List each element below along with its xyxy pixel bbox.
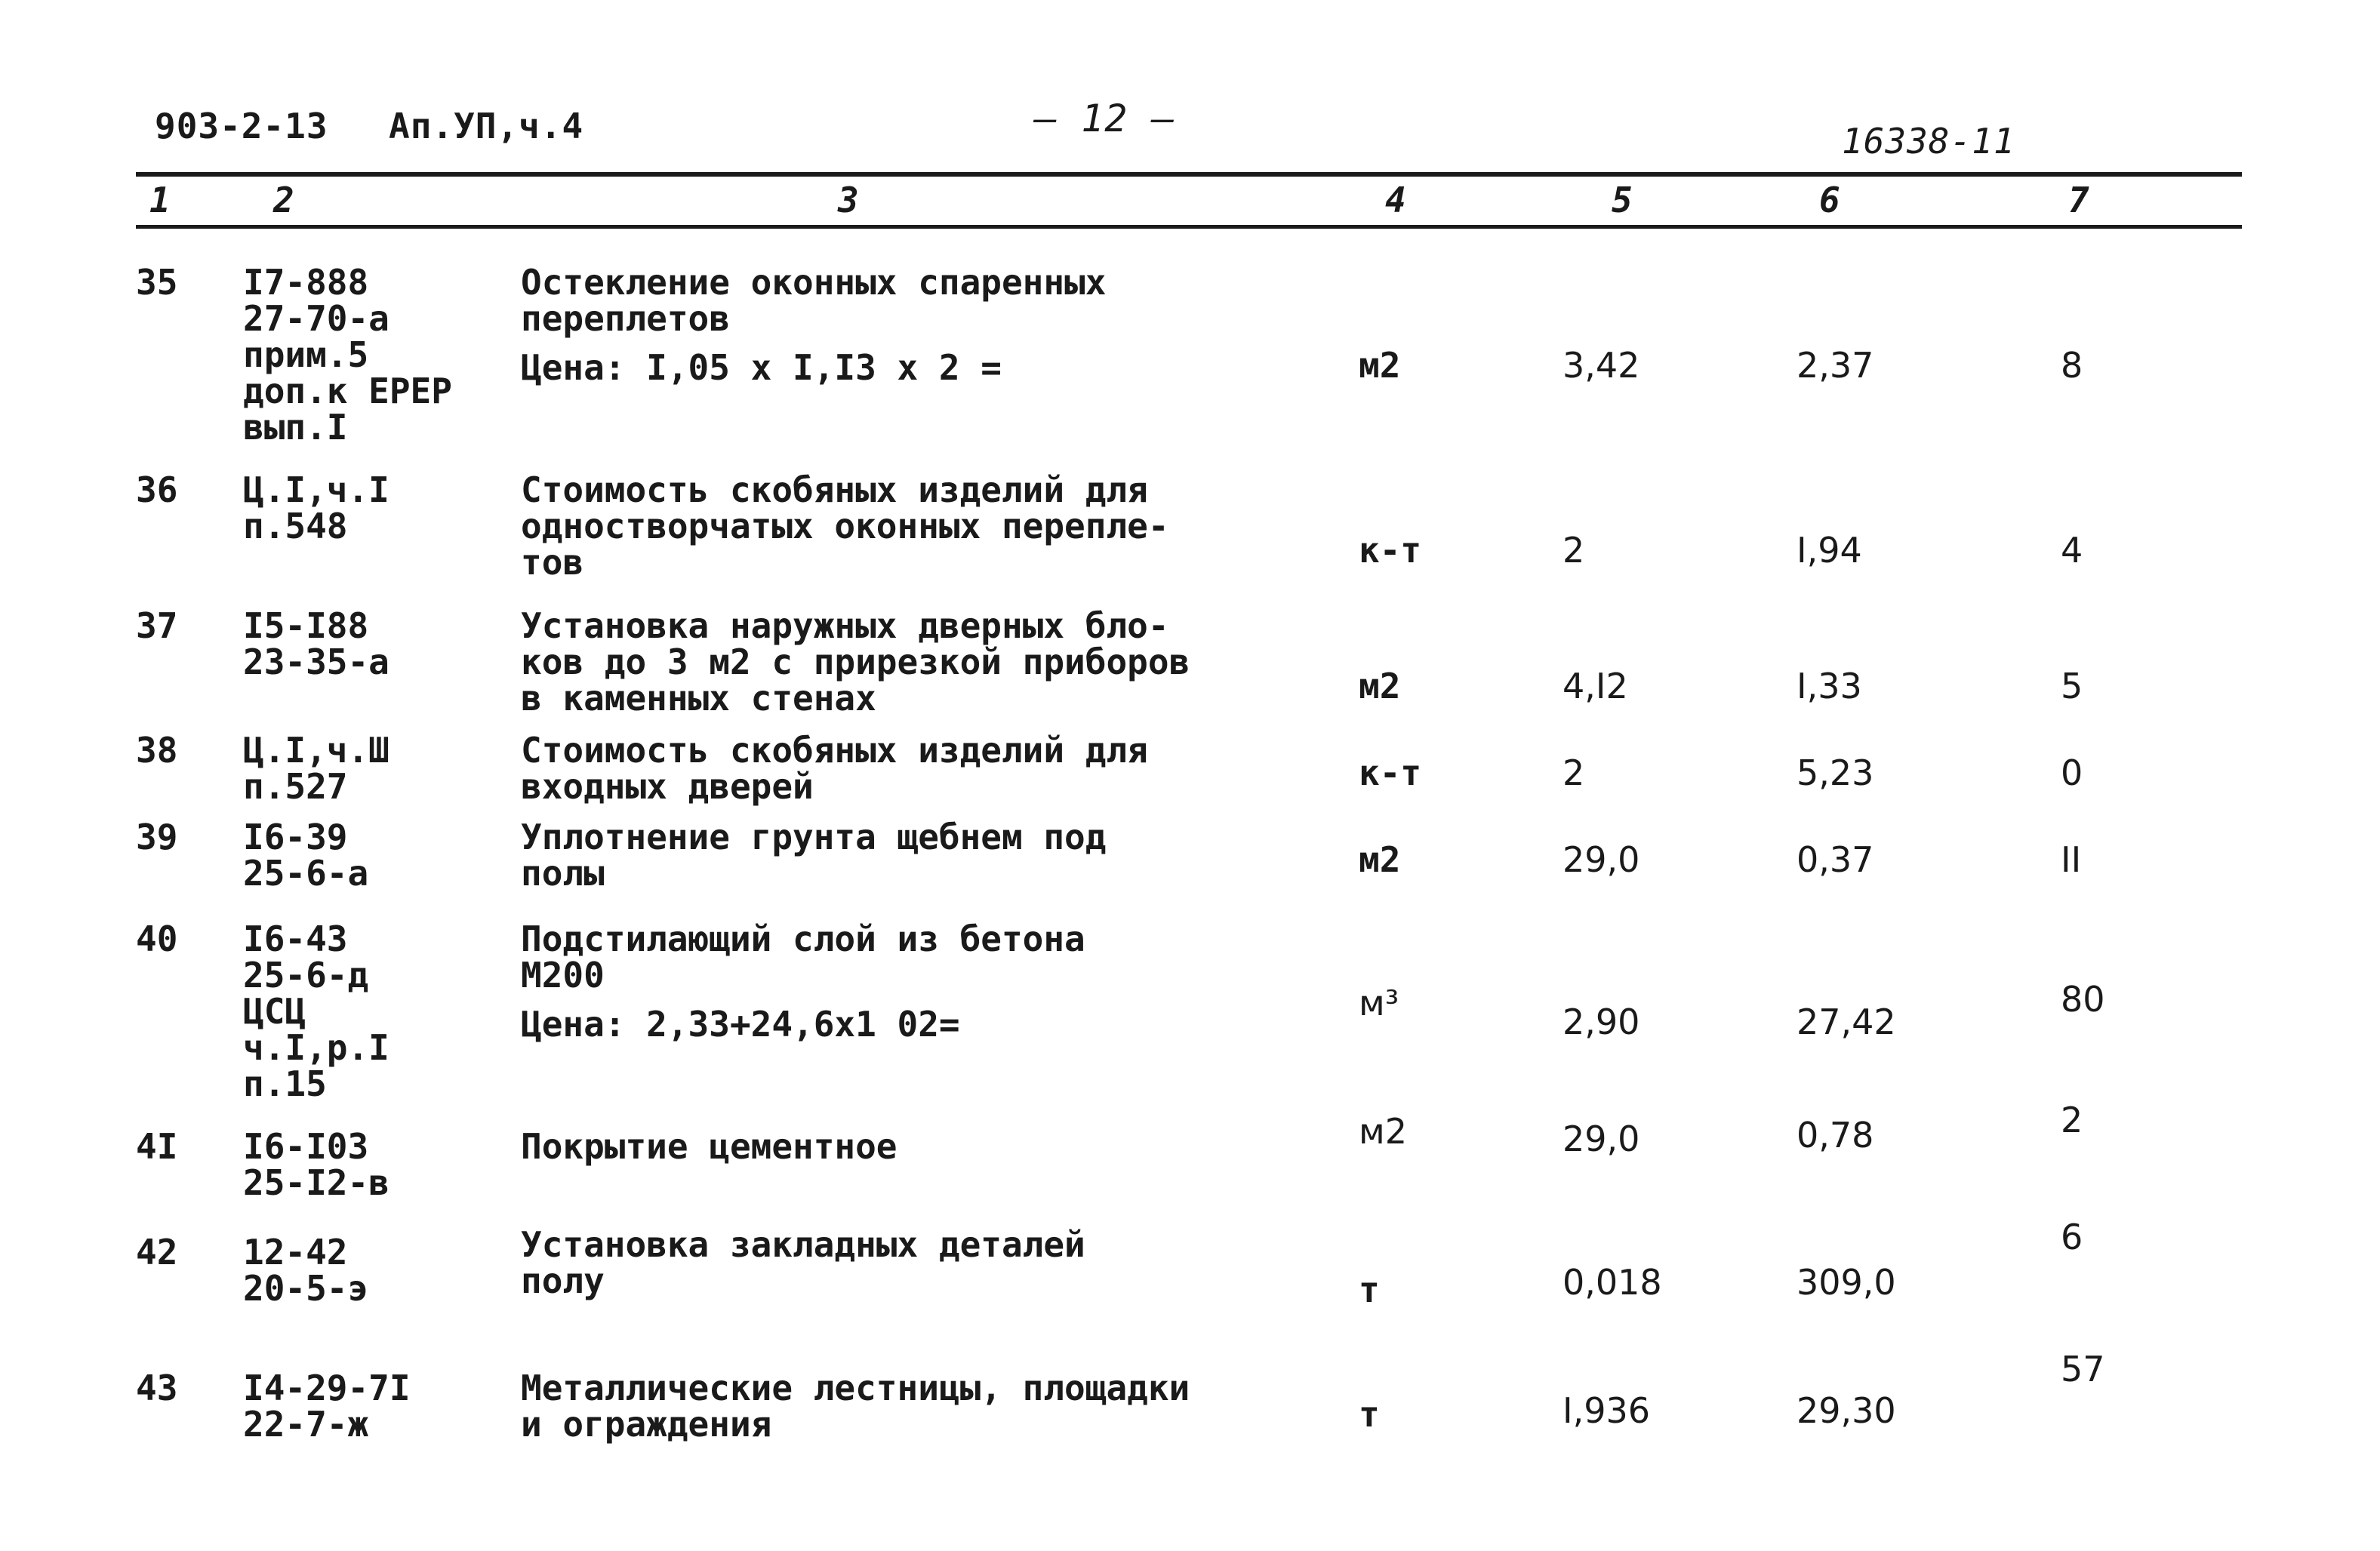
row-unit: т (1359, 1394, 1380, 1435)
row-quantity: 29,0 (1563, 1119, 1640, 1159)
row-unit-cost: 2,37 (1797, 345, 1874, 386)
row-price-note: Цена: 2,33+24,6x1 02= (521, 1004, 960, 1045)
row-description: Установка закладных деталей полу (521, 1224, 1085, 1301)
row-unit-cost: 27,42 (1797, 1002, 1896, 1042)
row-description: Установка наружных дверных бло- ков до 3 м2 с прирезкой приборов в каменных стенах (521, 605, 1190, 719)
row-number: 36 (136, 469, 178, 510)
row-number: 39 (136, 817, 178, 857)
column-number-3: 3 (838, 180, 859, 220)
archive-stamp: 16338-11 (1842, 121, 2015, 162)
row-total: 8 (2061, 345, 2083, 386)
row-unit-cost: I,33 (1797, 666, 1862, 706)
column-number-2: 2 (273, 180, 294, 220)
row-quantity: 3,42 (1563, 345, 1640, 386)
row-quantity: 0,018 (1563, 1262, 1662, 1303)
row-number: 38 (136, 730, 178, 771)
column-number-1: 1 (149, 180, 171, 220)
row-quantity: 2 (1563, 752, 1585, 793)
row-unit-cost: I,94 (1797, 530, 1862, 571)
row-number: 4I (136, 1126, 178, 1167)
row-unit-cost: 0,37 (1797, 839, 1874, 880)
row-number: 37 (136, 605, 178, 646)
row-code: I6-I03 25-I2-в (243, 1126, 389, 1203)
column-number-6: 6 (1819, 180, 1840, 220)
row-code: I7-888 27-70-а прим.5 доп.к ЕРЕР вып.I (243, 262, 452, 448)
row-unit: к-т (1359, 752, 1422, 793)
row-number: 40 (136, 919, 178, 959)
row-description: Подстилающий слой из бетона М200 (521, 919, 1085, 996)
row-quantity: I,936 (1563, 1390, 1650, 1431)
row-quantity: 2 (1563, 530, 1585, 571)
row-unit: к-т (1359, 530, 1422, 571)
row-total: 6 (2061, 1217, 2083, 1257)
row-unit: м³ (1359, 983, 1399, 1023)
row-unit-cost: 29,30 (1797, 1390, 1896, 1431)
row-price-note: Цена: I,05 x I,I3 x 2 = (521, 347, 1002, 388)
row-number: 42 (136, 1232, 178, 1272)
row-unit-cost: 5,23 (1797, 752, 1874, 793)
row-total: 2 (2061, 1100, 2083, 1140)
column-number-7: 7 (2068, 180, 2089, 220)
row-number: 43 (136, 1368, 178, 1408)
row-code: I4-29-7I 22-7-ж (243, 1368, 411, 1445)
row-quantity: 4,I2 (1563, 666, 1628, 706)
column-number-5: 5 (1612, 180, 1633, 220)
row-description: Уплотнение грунта щебнем под полы (521, 817, 1107, 894)
row-code: I5-I88 23-35-а (243, 605, 389, 682)
row-description: Покрытие цементное (521, 1126, 898, 1167)
row-unit: м2 (1359, 839, 1401, 880)
row-unit: т (1359, 1269, 1380, 1310)
row-quantity: 2,90 (1563, 1002, 1640, 1042)
page-number: — 12 — (1034, 97, 1175, 140)
row-code: Ц.I,ч.Ш п.527 (243, 730, 389, 807)
document-number: 903-2-13 (155, 106, 328, 146)
row-total: 5 (2061, 666, 2083, 706)
row-description: Стоимость скобяных изделий для одностворчатых оконных перепле- тов (521, 469, 1169, 583)
table-top-rule (136, 172, 2242, 177)
row-code: I6-39 25-6-а (243, 817, 369, 894)
row-total: 4 (2061, 530, 2083, 571)
row-code: Ц.I,ч.I п.548 (243, 469, 389, 546)
row-description: Металлические лестницы, площадки и ограждения (521, 1368, 1190, 1445)
row-unit: м2 (1359, 345, 1401, 386)
row-total: II (2061, 839, 2082, 880)
row-unit-cost: 309,0 (1797, 1262, 1896, 1303)
row-description: Стоимость скобяных изделий для входных дверей (521, 730, 1148, 807)
row-description: Остекление оконных спаренных переплетов (521, 262, 1107, 339)
row-number: 35 (136, 262, 178, 303)
row-total: 57 (2061, 1349, 2105, 1389)
row-total: 80 (2061, 979, 2105, 1020)
row-code: I6-43 25-6-д ЦСЦ ч.I,р.I п.15 (243, 919, 389, 1104)
row-unit: м2 (1359, 1111, 1407, 1152)
row-total: 0 (2061, 752, 2083, 793)
row-code: 12-42 20-5-э (243, 1232, 369, 1309)
table-header-rule (136, 225, 2242, 229)
annex-reference: Ап.УП,ч.4 (389, 106, 584, 146)
row-quantity: 29,0 (1563, 839, 1640, 880)
column-number-4: 4 (1385, 180, 1406, 220)
row-unit-cost: 0,78 (1797, 1115, 1874, 1156)
row-unit: м2 (1359, 666, 1401, 706)
